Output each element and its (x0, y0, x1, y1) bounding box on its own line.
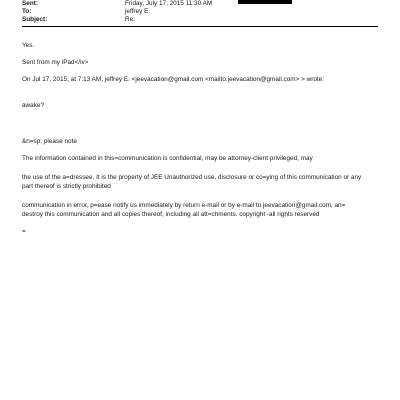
quote-attribution: On Jul 17, 2015, at 7:13 AM, jeffrey E. <jeevacation@gmail.com <mailto:jeevacation@gmail.com> > wrote: (22, 76, 325, 83)
to-label: To: (22, 8, 32, 15)
disclaimer-line-3: part thereof is strictly prohibited (22, 183, 111, 190)
disclaimer-line-2: the use of the a=dressee. It is the property of JEE Unauthorized use, disclosure or co=ying of this communication or any (22, 174, 362, 181)
reply-text: Yes. (22, 42, 35, 49)
subject-label: Subject: (22, 16, 48, 23)
to-value: jeffrey E. (125, 8, 151, 15)
notice-heading: &n=sp; please note (22, 138, 77, 145)
subject-value: Re: (125, 16, 135, 23)
quoted-message: awake? (22, 102, 45, 109)
signature-line: Sent from my iPad</iv> (22, 59, 89, 66)
disclaimer-line-5: destroy this communication and all copies thereof, including all att=chments. copyright -all rights reserved (22, 211, 320, 218)
redaction-bar (238, 0, 292, 4)
trailing-equals: = (22, 228, 26, 235)
header-divider (22, 26, 378, 27)
sent-value: Friday, July 17, 2015 11:30 AM (125, 0, 213, 7)
sent-label: Sent: (22, 0, 38, 7)
disclaimer-line-4: communication in error, p=ease notify us immediately by return e-mail or by e-mail to jeevacation@gmail.com, an= (22, 202, 346, 209)
disclaimer-line-1: The information contained in this=communication is confidential, may be attorney-client privileged, may (22, 155, 313, 162)
